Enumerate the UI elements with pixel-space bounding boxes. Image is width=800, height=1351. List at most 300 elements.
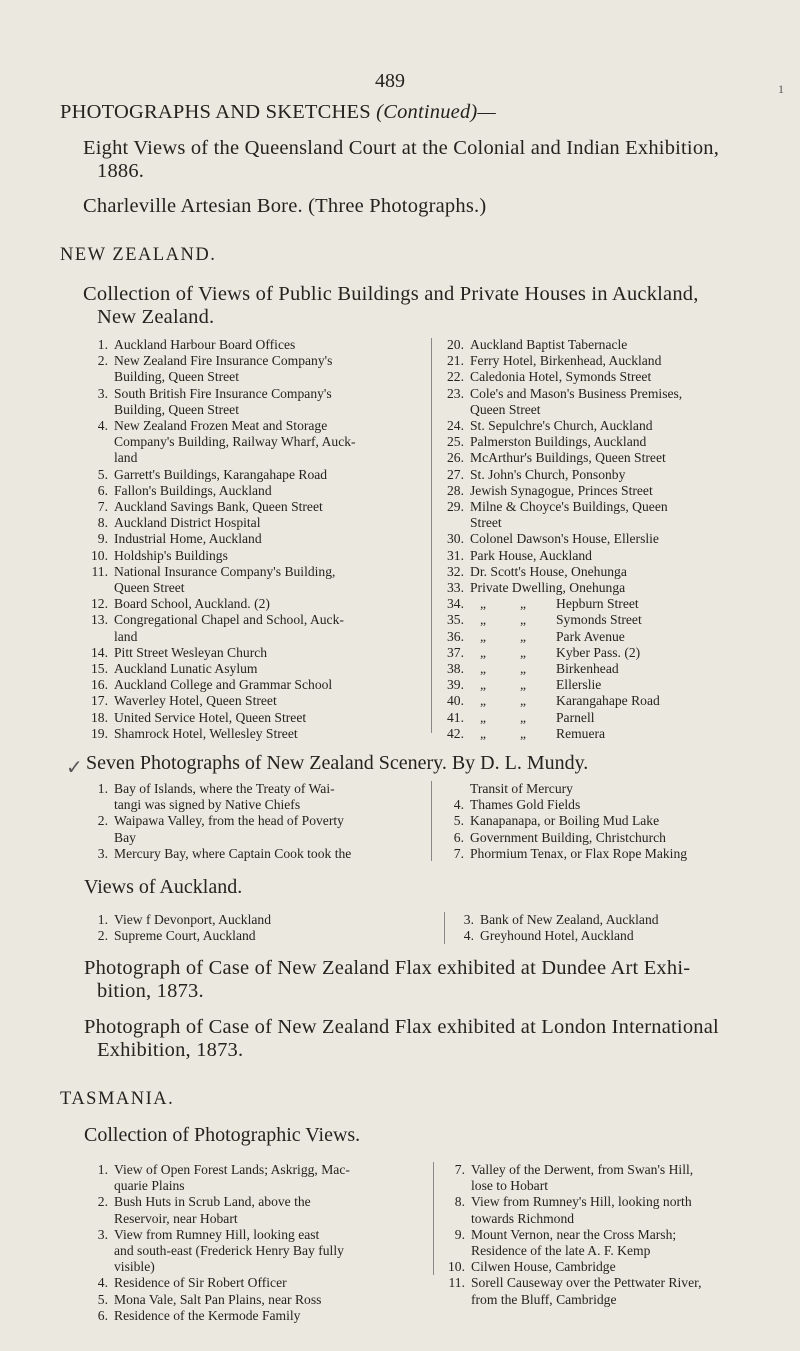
item-number: 4. (97, 418, 108, 434)
list-item (84, 928, 424, 944)
item-line: Jewish Synagogue, Princes Street (470, 482, 653, 498)
item-line: Auckland Savings Bank, Queen Street (114, 499, 323, 515)
list-item (440, 596, 770, 612)
item-text (470, 483, 770, 499)
ditto-mark: „ (480, 709, 487, 725)
item-line: Valley of the Derwent, from Swan's Hill, (471, 1162, 694, 1177)
item-number: 10. (91, 547, 108, 563)
item-number: 8. (97, 515, 108, 531)
item-text (480, 928, 770, 944)
item-number: 27. (447, 466, 464, 482)
item-line: land (114, 628, 138, 644)
ditto-mark: „ (480, 612, 487, 628)
list-item (84, 693, 424, 709)
item-line: Auckland Harbour Board Offices (114, 337, 296, 352)
item-number: 7. (454, 1162, 465, 1177)
item-line: Auckland Lunatic Asylum (114, 661, 258, 677)
item-number: 2. (97, 813, 108, 829)
item-line: Building, Queen Street (114, 369, 239, 385)
list-item (84, 710, 424, 726)
item-text (471, 1227, 771, 1259)
list-item (84, 612, 424, 644)
item-number: 23. (447, 385, 464, 401)
list-item (84, 515, 424, 531)
item-text (470, 337, 770, 353)
item-text (471, 1162, 771, 1194)
list-item (84, 1308, 424, 1324)
item-line: McArthur's Buildings, Queen Street (470, 450, 666, 466)
ditto-mark: „ (520, 596, 527, 612)
item-number: 8. (454, 1194, 465, 1210)
item-line: Government Building, Christchurch (470, 829, 666, 845)
item-text: Symonds Street (556, 612, 642, 628)
list-item (440, 337, 770, 353)
list-item (440, 483, 770, 499)
list-item (440, 612, 770, 628)
item-number: 31. (447, 547, 464, 563)
item-line: and south-east (Frederick Henry Bay fully (114, 1243, 344, 1259)
ditto-mark: „ (520, 661, 527, 677)
item-text (114, 548, 424, 564)
item-line: Bank of New Zealand, Auckland (480, 912, 659, 927)
list-item (84, 483, 424, 499)
item-number: 40. (447, 693, 464, 709)
item-text (114, 418, 424, 467)
tasmania-list-left (84, 1162, 424, 1324)
item-line: Greyhound Hotel, Auckland (480, 928, 634, 944)
list-item (440, 467, 770, 483)
item-line: View f Devonport, Auckland (114, 912, 271, 927)
item-text (114, 1162, 424, 1194)
item-text (114, 693, 424, 709)
item-number: 33. (447, 580, 464, 596)
item-text (114, 661, 424, 677)
item-number: 29. (447, 499, 464, 515)
item-number: 26. (447, 450, 464, 466)
item-text (114, 467, 424, 483)
item-text (114, 645, 424, 661)
item-line: Mercury Bay, where Captain Cook took the (114, 845, 352, 861)
item-line: visible) (114, 1259, 155, 1275)
list-item (440, 531, 770, 547)
scenery-continuation: Transit of Mercury (470, 781, 573, 796)
item-number: 2. (97, 928, 108, 944)
ditto-mark: „ (520, 612, 527, 628)
list-item (84, 386, 424, 418)
item-number: 37. (447, 644, 464, 660)
item-line: Building, Queen Street (114, 401, 239, 417)
tasmania-collection: Collection of Photographic Views. (84, 1124, 361, 1146)
item-text (114, 596, 424, 612)
list-item (450, 928, 770, 944)
item-number: 2. (97, 1194, 108, 1210)
list-item (84, 1194, 424, 1226)
item-number: 3. (463, 912, 474, 927)
item-number: 5. (97, 1291, 108, 1307)
item-line: Residence of the late A. F. Kemp (471, 1243, 651, 1259)
item-text (470, 846, 770, 862)
item-text (470, 418, 770, 434)
item-text (470, 386, 770, 418)
item-line: Bay (114, 829, 136, 845)
item-number: 5. (453, 813, 464, 829)
tasmania-heading: TASMANIA. (60, 1089, 175, 1109)
item-line: Caledonia Hotel, Symonds Street (470, 369, 652, 385)
list-item (84, 467, 424, 483)
item-number: 6. (97, 482, 108, 498)
item-text (114, 912, 424, 928)
ditto-mark: „ (480, 693, 487, 709)
item-number: 28. (447, 482, 464, 498)
item-line: Holdship's Buildings (114, 547, 228, 563)
item-line: land (114, 450, 138, 466)
item-line: Bush Huts in Scrub Land, above the (114, 1194, 311, 1210)
item-number: 4. (453, 797, 464, 813)
list-item (84, 531, 424, 547)
item-number: 3. (97, 845, 108, 861)
item-line: Thames Gold Fields (470, 797, 581, 813)
section-title (60, 101, 496, 124)
item-text (470, 580, 770, 596)
item-number: 9. (454, 1226, 465, 1242)
item-number: 38. (447, 661, 464, 677)
item-text (114, 515, 424, 531)
item-number: 35. (447, 612, 464, 628)
item-line: View from Rumney's Hill, looking north (471, 1194, 692, 1210)
list-item (84, 1292, 424, 1308)
item-text (470, 548, 770, 564)
item-line: Cole's and Mason's Business Premises, (470, 385, 683, 401)
corner-mark: 1 (778, 82, 784, 96)
item-number: 1. (97, 337, 108, 352)
views-auckland-left (84, 912, 424, 944)
item-text (470, 353, 770, 369)
item-number: 20. (447, 337, 464, 352)
item-number: 19. (91, 725, 108, 741)
item-text (480, 912, 770, 928)
item-line: Waipawa Valley, from the head of Poverty (114, 813, 344, 829)
item-number: 3. (97, 1226, 108, 1242)
item-line: Reservoir, near Hobart (114, 1210, 238, 1226)
item-text (114, 1227, 424, 1276)
item-line: Shamrock Hotel, Wellesley Street (114, 725, 298, 741)
item-text (470, 564, 770, 580)
list-item (84, 596, 424, 612)
list-item (84, 661, 424, 677)
item-line: Milne & Choyce's Buildings, Queen (470, 499, 668, 515)
item-number: 18. (91, 709, 108, 725)
item-text (114, 1275, 424, 1291)
item-line: Auckland College and Grammar School (114, 677, 333, 693)
item-line: tangi was signed by Native Chiefs (114, 797, 301, 813)
column-divider (431, 781, 432, 861)
item-line: Auckland District Hospital (114, 515, 261, 531)
item-line: Mona Vale, Salt Pan Plains, near Ross (114, 1291, 322, 1307)
list-item (84, 564, 424, 596)
item-number: 21. (447, 353, 464, 369)
continued-label: (Continued)— (376, 101, 496, 123)
item-number: 36. (447, 628, 464, 644)
list-item (440, 645, 770, 661)
item-number: 42. (447, 725, 464, 741)
list-item (440, 677, 770, 693)
views-auckland-heading: Views of Auckland. (84, 876, 243, 898)
item-number: 1. (97, 781, 108, 796)
item-text (470, 813, 770, 829)
item-text (471, 1194, 771, 1226)
scenery-list-left (84, 781, 424, 862)
item-text (114, 726, 424, 742)
item-text (114, 531, 424, 547)
item-line: Street (470, 515, 502, 531)
item-text (470, 499, 770, 531)
item-number: 14. (91, 644, 108, 660)
item-text (114, 1292, 424, 1308)
list-item (440, 450, 770, 466)
item-line: View from Rumney Hill, looking east (114, 1226, 320, 1242)
item-text (470, 531, 770, 547)
list-item (84, 781, 424, 813)
column-divider (444, 912, 445, 944)
column-divider (433, 1162, 434, 1275)
item-text (471, 1275, 771, 1307)
item-number: 13. (91, 612, 108, 628)
london-flax-line2: Exhibition, 1873. (97, 1039, 244, 1061)
views-auckland-right (450, 912, 770, 944)
item-text (114, 813, 424, 845)
item-text (114, 353, 424, 385)
dundee-flax-line2: bition, 1873. (97, 980, 204, 1002)
check-mark-icon: ✓ (66, 757, 83, 779)
item-line: Supreme Court, Auckland (114, 928, 256, 944)
new-zealand-heading: NEW ZEALAND. (60, 245, 217, 265)
item-line: quarie Plains (114, 1178, 185, 1194)
list-item (440, 353, 770, 369)
item-number: 5. (97, 466, 108, 482)
item-line: Queen Street (470, 401, 541, 417)
item-number: 2. (97, 353, 108, 369)
list-item (84, 726, 424, 742)
ditto-mark: „ (480, 661, 487, 677)
item-line: New Zealand Frozen Meat and Storage (114, 418, 328, 434)
item-number: 1. (97, 912, 108, 927)
item-line: Congregational Chapel and School, Auck- (114, 612, 344, 628)
list-item (84, 1275, 424, 1291)
item-line: Residence of the Kermode Family (114, 1307, 301, 1323)
item-text (114, 612, 424, 644)
item-line: Residence of Sir Robert Officer (114, 1275, 287, 1291)
list-item (440, 564, 770, 580)
item-number: 3. (97, 385, 108, 401)
item-line: Waverley Hotel, Queen Street (114, 693, 277, 709)
item-number: 4. (463, 928, 474, 944)
item-line: Bay of Islands, where the Treaty of Wai- (114, 781, 335, 796)
item-text (470, 369, 770, 385)
list-item (440, 830, 770, 846)
item-line: Ferry Hotel, Birkenhead, Auckland (470, 353, 662, 369)
item-number: 7. (97, 499, 108, 515)
item-text: Birkenhead (556, 661, 619, 677)
item-line: Sorell Causeway over the Pettwater River, (471, 1275, 702, 1291)
item-line: Garrett's Buildings, Karangahape Road (114, 466, 328, 482)
item-number: 34. (447, 596, 464, 612)
item-text: Ellerslie (556, 677, 602, 693)
item-number: 1. (97, 1162, 108, 1177)
item-line: from the Bluff, Cambridge (471, 1291, 617, 1307)
item-number: 4. (97, 1275, 108, 1291)
item-text (114, 564, 424, 596)
item-text: Park Avenue (556, 628, 625, 644)
list-item (84, 813, 424, 845)
item-text (471, 1259, 771, 1275)
list-item (84, 1227, 424, 1276)
ditto-mark: „ (520, 693, 527, 709)
item-text (114, 483, 424, 499)
item-number: 12. (91, 596, 108, 612)
item-line: New Zealand Fire Insurance Company's (114, 353, 333, 369)
list-item (441, 1275, 771, 1307)
list-item (440, 710, 770, 726)
item-line: National Insurance Company's Building, (114, 563, 336, 579)
list-item (441, 1194, 771, 1226)
list-item (440, 797, 770, 813)
auckland-collection-line2: New Zealand. (97, 306, 215, 328)
item-line: Queen Street (114, 580, 185, 596)
list-item (84, 499, 424, 515)
item-number: 11. (91, 563, 108, 579)
ditto-mark: „ (520, 725, 527, 741)
item-line: Kanapanapa, or Boiling Mud Lake (470, 813, 660, 829)
item-line: Pitt Street Wesleyan Church (114, 644, 268, 660)
list-item (84, 353, 424, 385)
item-text (470, 830, 770, 846)
list-item (440, 548, 770, 564)
item-line: Dr. Scott's House, Onehunga (470, 563, 627, 579)
item-number: 6. (453, 829, 464, 845)
list-item (440, 846, 770, 862)
item-number: 24. (447, 418, 464, 434)
auckland-list-right (440, 337, 770, 742)
item-line: Phormium Tenax, or Flax Rope Making (470, 845, 688, 861)
ditto-mark: „ (520, 677, 527, 693)
item-line: South British Fire Insurance Company's (114, 385, 332, 401)
item-text (114, 710, 424, 726)
list-item (440, 629, 770, 645)
ditto-mark: „ (520, 628, 527, 644)
item-number: 15. (91, 661, 108, 677)
list-item (440, 434, 770, 450)
item-line: Colonel Dawson's House, Ellerslie (470, 531, 659, 547)
item-number: 22. (447, 369, 464, 385)
list-item (440, 813, 770, 829)
item-text (114, 337, 424, 353)
list-item (84, 1162, 424, 1194)
list-item (441, 1227, 771, 1259)
item-number: 17. (91, 693, 108, 709)
auckland-collection-line1: Collection of Views of Public Buildings and Private Houses in Auckland, (83, 283, 699, 305)
item-line: Palmerston Buildings, Auckland (470, 434, 647, 450)
list-item (84, 645, 424, 661)
item-line: Mount Vernon, near the Cross Marsh; (471, 1226, 677, 1242)
ditto-mark: „ (480, 725, 487, 741)
column-divider (431, 338, 432, 733)
item-text (470, 797, 770, 813)
item-text (470, 467, 770, 483)
queensland-entry-line1: Eight Views of the Queensland Court at the Colonial and Indian Exhibition, (83, 137, 720, 159)
item-text (114, 928, 424, 944)
item-text (114, 846, 424, 862)
london-flax-line1: Photograph of Case of New Zealand Flax exhibited at London International (84, 1016, 719, 1038)
list-item (84, 677, 424, 693)
list-item (450, 912, 770, 928)
item-text (470, 450, 770, 466)
item-text (114, 781, 424, 813)
item-number: 25. (447, 434, 464, 450)
item-number: 10. (448, 1259, 465, 1275)
item-line: Industrial Home, Auckland (114, 531, 262, 547)
list-item (84, 548, 424, 564)
item-line: towards Richmond (471, 1210, 575, 1226)
item-number: 16. (91, 677, 108, 693)
queensland-entry-line2: 1886. (97, 160, 145, 182)
item-number: 30. (447, 531, 464, 547)
item-line: Cilwen House, Cambridge (471, 1259, 616, 1275)
item-text: Remuera (556, 725, 606, 741)
item-line: Park House, Auckland (470, 547, 592, 563)
auckland-list-left (84, 337, 424, 742)
item-text (114, 386, 424, 418)
list-item (84, 912, 424, 928)
list-item (84, 337, 424, 353)
item-text: Hepburn Street (556, 596, 639, 612)
list-item (440, 661, 770, 677)
item-line: Board School, Auckland. (2) (114, 596, 270, 612)
item-text (114, 1308, 424, 1324)
item-text (114, 499, 424, 515)
tasmania-list-right (441, 1162, 771, 1308)
item-line: United Service Hotel, Queen Street (114, 709, 307, 725)
item-number: 9. (97, 531, 108, 547)
item-text (114, 1194, 424, 1226)
ditto-mark: „ (480, 644, 487, 660)
dundee-flax-line1: Photograph of Case of New Zealand Flax exhibited at Dundee Art Exhi- (84, 957, 691, 979)
list-item (441, 1259, 771, 1275)
ditto-mark: „ (480, 628, 487, 644)
scenery-heading: Seven Photographs of New Zealand Scenery. By D. L. Mundy. (86, 752, 589, 774)
item-number: 32. (447, 563, 464, 579)
charleville-entry: Charleville Artesian Bore. (Three Photographs.) (83, 195, 487, 217)
page-number: 489 (375, 70, 405, 92)
list-item (440, 369, 770, 385)
item-line: St. Sepulchre's Church, Auckland (470, 418, 653, 434)
list-item (441, 1162, 771, 1194)
ditto-mark: „ (520, 644, 527, 660)
ditto-mark: „ (520, 709, 527, 725)
item-line: Auckland Baptist Tabernacle (470, 337, 628, 352)
item-number: 11. (448, 1275, 465, 1291)
item-line: Company's Building, Railway Wharf, Auck- (114, 434, 356, 450)
item-text (114, 677, 424, 693)
item-text: Parnell (556, 709, 595, 725)
item-number: 7. (453, 845, 464, 861)
item-text: Karangahape Road (556, 693, 660, 709)
scenery-list-right (440, 781, 770, 862)
item-number: 39. (447, 677, 464, 693)
list-item (440, 580, 770, 596)
photographs-title: PHOTOGRAPHS AND SKETCHES (60, 101, 371, 123)
item-number: 41. (447, 709, 464, 725)
list-item (440, 386, 770, 418)
